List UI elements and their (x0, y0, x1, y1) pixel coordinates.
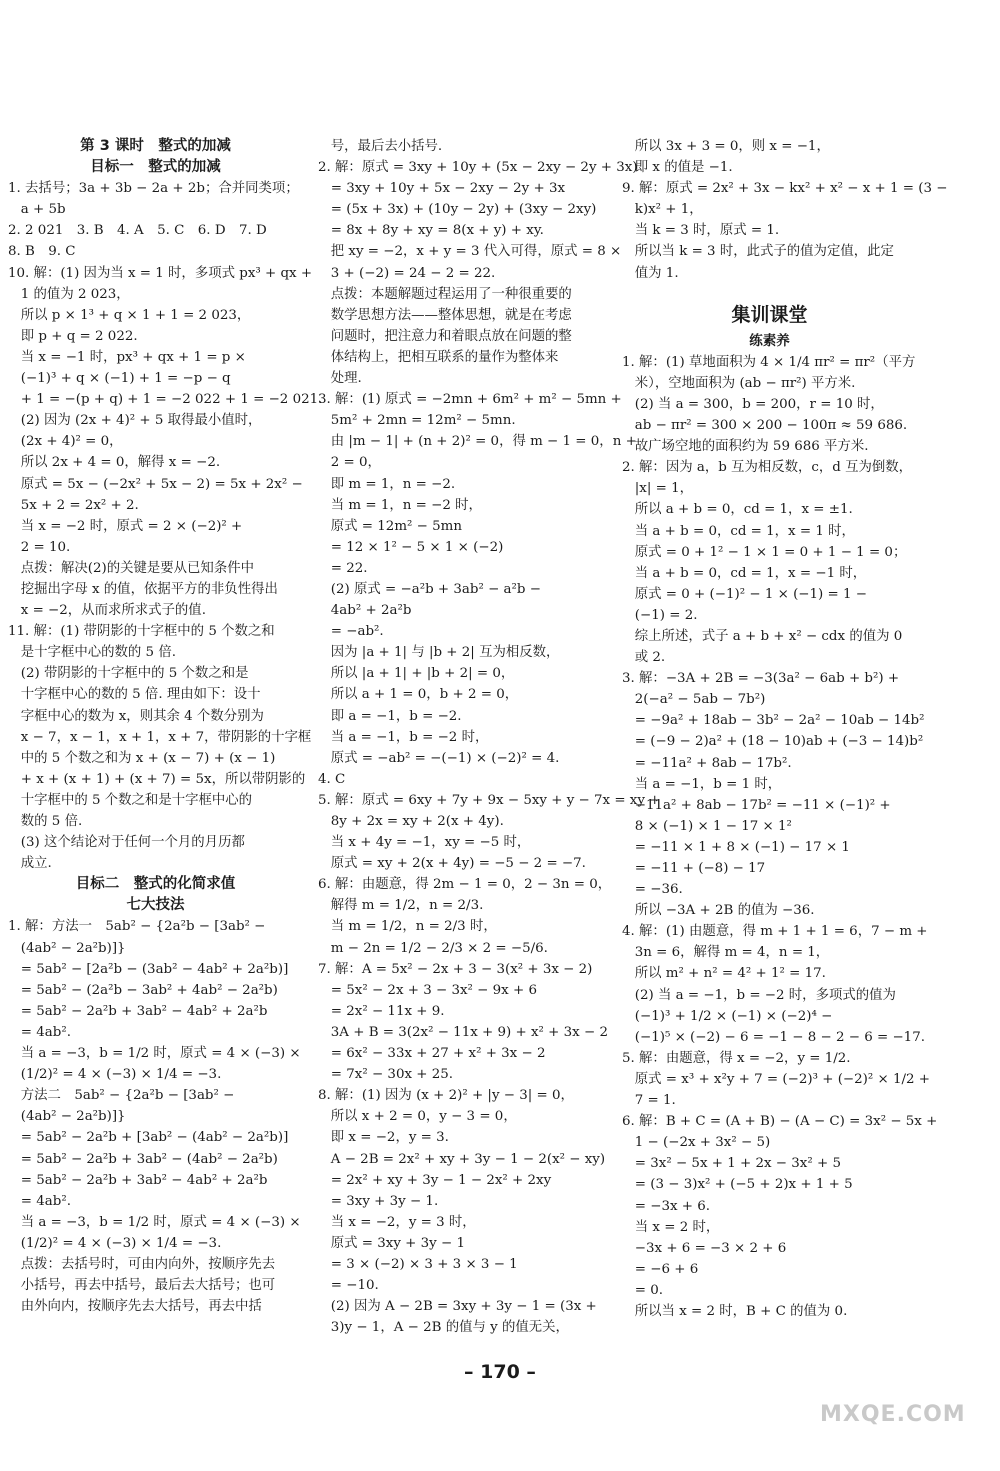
text-line: a + 5b (8, 202, 66, 218)
text-line: = 3xy + 3y − 1. (318, 1193, 439, 1209)
page-number: – 170 – (464, 1361, 536, 1383)
text-line: 原式 = 12m² − 5mn (318, 518, 462, 534)
text-line: (2) 当 a = 300，b = 200，r = 10 时， (622, 396, 884, 412)
text-line: 所以 |a + 1| + |b + 2| = 0， (318, 666, 515, 682)
text-line: 原式 = 5x − (−2x² + 5x − 2) = 5x + 2x² − (8, 476, 303, 492)
text-line: 2 = 0， (318, 455, 381, 471)
text-line: 体结构上，把相互联系的量作为整体来 (318, 349, 559, 365)
text-line: = 3xy + 10y + 5x − 2xy − 2y + 3x (318, 181, 566, 197)
text-line: 值为 1. (622, 265, 679, 281)
text-line: 原式 = 0 + 1² − 1 × 1 = 0 + 1 − 1 = 0； (622, 544, 907, 560)
text-line: 3A + B = 3(2x² − 11x + 9) + x² + 3x − 2 (318, 1024, 608, 1040)
text-line: 当 k = 3 时，原式 = 1. (622, 223, 780, 239)
text-line: 数学思想方法——整体思想，就是在考虑 (318, 307, 572, 323)
text-line: = (5x + 3x) + (10y − 2y) + (3xy − 2xy) (318, 202, 597, 218)
text-line: (−1) = 2. (622, 607, 698, 623)
text-line: 原式 = x³ + x²y + 7 = (−2)³ + (−2)² × 1/2 + (622, 1071, 931, 1087)
text-line: 点拨：去括号时，可由内向外，按顺序先去 (8, 1256, 276, 1272)
text-line: 米），空地面积为 (ab − πr²) 平方米. (622, 375, 856, 391)
text-line: 点拨：解决(2)的关键是要从已知条件中 (8, 560, 254, 576)
text-line: + x + (x + 1) + (x + 7) = 5x，所以带阴影的 (8, 771, 306, 787)
text-line: 3. 解：(1) 原式 = −2mn + 6m² + m² − 5mn + (318, 392, 622, 408)
text-line: −3x + 6 = −3 × 2 + 6 (622, 1240, 787, 1256)
text-line: (−1)³ + q × (−1) + 1 = −p − q (8, 371, 231, 387)
text-line: = 2x² + xy + 3y − 1 − 2x² + 2xy (318, 1172, 552, 1188)
text-line: 由 |m − 1| + (n + 2)² = 0，得 m − 1 = 0，n + (318, 434, 637, 450)
text-line: 1. 解：方法一 5ab² − {2a²b − [3ab² − (8, 919, 266, 935)
text-line: 2. 2 021 3. B 4. A 5. C 6. D 7. D (8, 223, 267, 239)
text-line: = −11 + (−8) − 17 (622, 861, 766, 876)
text-line: = −11a² + 8ab − 17b². (622, 755, 792, 771)
text-line: 6. 解：B + C = (A + B) − (A − C) = 3x² − 5x + (622, 1114, 938, 1130)
text-line: + 1 = −(p + q) + 1 = −2 022 + 1 = −2 021. (8, 392, 323, 408)
text-line: 10. 解：(1) 因为当 x = 1 时，多项式 px³ + qx + (8, 265, 313, 281)
text-line: 或 2. (622, 650, 666, 666)
text-line: 成立. (8, 856, 52, 872)
text-line: 5. 解：原式 = 6xy + 7y + 9x − 5xy + y − 7x = xy + (318, 792, 661, 808)
text-line: (−1)⁵ × (−2) − 6 = −1 − 8 − 2 − 6 = −17. (622, 1029, 925, 1045)
text-line: 当 a + b = 0，cd = 1，x = 1 时， (622, 523, 855, 539)
text-line: = 3 × (−2) × 3 + 3 × 3 − 1 (318, 1256, 518, 1272)
text-line (622, 284, 917, 299)
text-line: 综上所述，式子 a + b + x² − cdx 的值为 0 (622, 628, 903, 644)
text-line: |x| = 1， (622, 481, 693, 497)
text-line: (1/2)² = 4 × (−3) × 1/4 = −3. (8, 1067, 222, 1083)
text-line: 2. 解：因为 a，b 互为相反数，c，d 互为倒数， (622, 460, 913, 476)
text-line: 由外向内，按顺序先去大括号，再去中括 (8, 1299, 262, 1315)
text-line: 1. 去括号；3a + 3b − 2a + 2b；合并同类项； (8, 181, 299, 197)
text-line: 3 + (−2) = 24 − 2 = 22. (318, 265, 496, 281)
text-line: 当 a + b = 0，cd = 1，x = −1 时， (622, 565, 867, 581)
text-line: x − 7，x − 1，x + 1，x + 7，带阴影的十字框 (8, 729, 312, 745)
text-line: (2x + 4)² = 0， (8, 434, 123, 450)
text-line: = (3 − 3)x² + (−5 + 2)x + 1 + 5 (622, 1177, 853, 1193)
text-line: 把 xy = −2，x + y = 3 代入可得，原式 = 8 × (318, 244, 622, 260)
text-line: 处理. (318, 371, 362, 387)
text-line: 3)y − 1，A − 2B 的值与 y 的值无关， (318, 1320, 569, 1336)
text-line: 4. 解：(1) 由题意，得 m + 1 + 1 = 6，7 − m + (622, 924, 928, 940)
text-line: = −3x + 6. (622, 1198, 711, 1214)
text-line: 2. 解：原式 = 3xy + 10y + (5x − 2xy − 2y + 3x) (318, 160, 638, 176)
text-line: (−1)³ + 1/2 × (−1) × (−2)⁴ − (622, 1008, 833, 1024)
text-line: 因为 |a + 1| 与 |b + 2| 互为相反数， (318, 645, 560, 661)
text-line: 5. 解：由题意，得 x = −2，y = 1/2. (622, 1050, 851, 1066)
text-line: m − 2n = 1/2 − 2/3 × 2 = −5/6. (318, 940, 548, 956)
text-line: = 3x² − 5x + 1 + 2x − 3x² + 5 (622, 1156, 841, 1172)
text-line: = 12 × 1² − 5 × 1 × (−2) (318, 539, 504, 555)
text-line: x = −2，从而求所求式子的值. (8, 603, 206, 619)
text-line: 当 a = −1，b = −2 时， (318, 729, 489, 745)
text-line: 所以 a + 1 = 0，b + 2 = 0， (318, 687, 519, 703)
text-line: 当 m = 1/2，n = 2/3 时， (318, 919, 497, 935)
text-line: 问题时，把注意力和着眼点放在问题的整 (318, 328, 572, 344)
section-heading: 练素养 (749, 332, 790, 349)
text-line: 当 a = −3，b = 1/2 时，原式 = 4 × (−3) × (8, 1214, 301, 1230)
text-line: 解得 m = 1/2，n = 2/3. (318, 898, 484, 914)
text-line: 当 m = 1，n = −2 时， (318, 497, 482, 513)
text-line: = −10. (318, 1278, 379, 1294)
text-line: 5m² + 2mn = 12m² − 5mn. (318, 413, 516, 429)
text-line: 即 m = 1，n = −2. (318, 476, 456, 492)
text-line: 3n = 6，解得 m = 4，n = 1， (622, 945, 830, 961)
section-heading: 目标二 整式的化简求值 (75, 876, 236, 893)
text-line: = 22. (318, 560, 368, 576)
text-line: 所以 3x + 3 = 0，则 x = −1， (622, 139, 830, 154)
text-line: = 6x² − 33x + 27 + x² + 3x − 2 (318, 1046, 546, 1062)
text-line: = −36. (622, 882, 683, 898)
text-line: 原式 = 3xy + 3y − 1 (318, 1235, 465, 1251)
text-line: 1 − (−2x + 3x² − 5) (622, 1135, 771, 1151)
column-right (622, 136, 948, 1322)
text-line: 方法二 5ab² − {2a²b − [3ab² − (8, 1088, 235, 1104)
text-line: 8. B 9. C (8, 244, 76, 260)
text-line: 原式 = 0 + (−1)² − 1 × (−1) = 1 − (622, 586, 867, 602)
text-line: 十字框中的 5 个数之和是十字框中心的 (8, 792, 253, 808)
text-line: 所以 2x + 4 = 0，解得 x = −2. (8, 455, 221, 471)
text-line: = 5ab² − (2a²b − 3ab² + 4ab² − 2a²b) (8, 982, 278, 998)
text-line: ab − πr² = 300 × 200 − 100π ≈ 59 686. (622, 418, 908, 434)
text-line: = −ab². (318, 624, 384, 640)
text-line: = −6 + 6 (622, 1261, 699, 1277)
text-line: A − 2B = 2x² + xy + 3y − 1 − 2(x² − xy) (318, 1151, 606, 1167)
text-line: 十字框中心的数的 5 倍. 理由如下：设十 (8, 687, 261, 703)
text-line: 当 x + 4y = −1，xy = −5 时， (318, 835, 531, 851)
text-line: (2) 因为 (2x + 4)² + 5 取得最小值时， (8, 413, 262, 429)
text-line: = −11 × 1 + 8 × (−1) − 17 × 1 (622, 839, 850, 855)
text-line: 9. 解：原式 = 2x² + 3x − kx² + x² − x + 1 = (3 − (622, 181, 948, 197)
text-line: 8 × (−1) × 1 − 17 × 1² (622, 818, 792, 834)
text-line: 即 p + q = 2 022. (8, 328, 138, 344)
text-line: 挖掘出字母 x 的值，依据平方的非负性得出 (8, 581, 278, 597)
text-line: = 4ab². (8, 1193, 71, 1209)
text-line: 所以 p × 1³ + q × 1 + 1 = 2 023， (8, 307, 251, 323)
text-line: 当 x = 2 时， (622, 1219, 720, 1235)
text-line: = 5ab² − 2a²b + 3ab² − 4ab² + 2a²b (8, 1172, 268, 1188)
column-left (8, 136, 323, 1317)
text-line: = 5ab² − [2a²b − (3ab² − 4ab² + 2a²b)] (8, 961, 289, 977)
section-heading: 集训课堂 (731, 303, 808, 326)
text-line: 11. 解：(1) 带阴影的十字框中的 5 个数之和 (8, 624, 275, 640)
section-heading: 第 3 课时 整式的加减 (80, 138, 231, 154)
text-line: (2) 因为 A − 2B = 3xy + 3y − 1 = (3x + (318, 1299, 597, 1315)
text-line: 7 = 1. (622, 1093, 676, 1109)
text-line: 号，最后去小括号. (318, 139, 443, 154)
watermark-logo: MXQE.COM (820, 1402, 966, 1427)
text-line: 即 x 的值是 −1. (622, 160, 733, 176)
text-line: 当 a = −1，b = 1 时， (622, 776, 782, 792)
text-line: 所以 a + b = 0，cd = 1，x = ±1. (622, 502, 853, 518)
text-line: (4ab² − 2a²b)]} (8, 940, 126, 956)
text-line: (1/2)² = 4 × (−3) × 1/4 = −3. (8, 1235, 222, 1251)
text-line: = 2x² − 11x + 9. (318, 1003, 445, 1019)
text-line: (2) 当 a = −1，b = −2 时，多项式的值为 (622, 987, 896, 1003)
text-line: 故广场空地的面积约为 59 686 平方米. (622, 439, 869, 455)
text-line: (3) 这个结论对于任何一个月的月历都 (8, 835, 245, 851)
text-line: 8. 解：(1) 因为 (x + 2)² + |y − 3| = 0， (318, 1088, 574, 1104)
text-line: 原式 = −ab² = −(−1) × (−2)² = 4. (318, 750, 560, 766)
text-line: (4ab² − 2a²b)]} (8, 1109, 126, 1125)
text-line: 数的 5 倍. (8, 814, 83, 829)
text-line: 1. 解：(1) 草地面积为 4 × 1/4 πr² = πr²（平方 (622, 354, 916, 370)
text-line: = 4ab². (8, 1024, 71, 1040)
text-line: 所以 −3A + 2B 的值为 −36. (622, 903, 815, 919)
text-line: 2(−a² − 5ab − 7b²) (622, 692, 766, 708)
text-line: 当 a = −3，b = 1/2 时，原式 = 4 × (−3) × (8, 1046, 301, 1062)
text-line: 4ab² + 2a²b (318, 603, 412, 619)
section-heading: 七大技法 (126, 897, 185, 914)
text-line: 6. 解：由题意，得 2m − 1 = 0，2 − 3n = 0， (318, 877, 612, 893)
text-line: 原式 = xy + 2(x + 4y) = −5 − 2 = −7. (318, 856, 586, 872)
text-line: 3. 解：−3A + 2B = −3(3a² − 6ab + b²) + (622, 671, 900, 687)
text-line: 中的 5 个数之和为 x + (x − 7) + (x − 1) (8, 750, 276, 766)
text-line: 1 的值为 2 023， (8, 286, 130, 302)
text-line: 小括号，再去中括号，最后去大括号；也可 (8, 1278, 276, 1294)
text-line: 当 x = −1 时，px³ + qx + 1 = p × (8, 349, 246, 365)
text-line: 即 a = −1，b = −2. (318, 708, 462, 724)
text-line: = 8x + 8y + xy = 8(x + y) + xy. (318, 223, 544, 239)
text-line: 8y + 2x = xy + 2(x + 4y). (318, 814, 504, 829)
text-line: 所以当 x = 2 时，B + C 的值为 0. (622, 1303, 848, 1319)
text-line: 是十字框中心的数的 5 倍. (8, 645, 176, 661)
text-line: 4. C (318, 771, 346, 787)
text-line: = 5ab² − 2a²b + [3ab² − (4ab² − 2a²b)] (8, 1130, 289, 1146)
text-line: = 5ab² − 2a²b + 3ab² − (4ab² − 2a²b) (8, 1151, 278, 1167)
text-line: 所以 x + 2 = 0，y − 3 = 0， (318, 1109, 517, 1125)
section-heading: 目标一 整式的加减 (90, 159, 221, 176)
text-line: (2) 带阴影的十字框中的 5 个数之和是 (8, 666, 249, 682)
text-line: = 0. (622, 1282, 664, 1298)
text-line: −11a² + 8ab − 17b² = −11 × (−1)² + (622, 797, 891, 813)
text-line: 当 x = −2，y = 3 时， (318, 1214, 476, 1230)
text-line: 所以 m² + n² = 4² + 1² = 17. (622, 966, 826, 982)
text-line: = 7x² − 30x + 25. (318, 1067, 454, 1083)
text-line: = −9a² + 18ab − 3b² − 2a² − 10ab − 14b² (622, 713, 925, 729)
text-line: 2 = 10. (8, 539, 71, 555)
text-line: 所以当 k = 3 时，此式子的值为定值，此定 (622, 244, 894, 260)
text-line: 当 x = −2 时，原式 = 2 × (−2)² + (8, 518, 243, 534)
text-line: k)x² + 1， (622, 202, 703, 218)
text-line: 点拨：本题解题过程运用了一种很重要的 (318, 286, 572, 302)
text-line: (2) 原式 = −a²b + 3ab² − a²b − (318, 581, 541, 597)
text-line: 5x + 2 = 2x² + 2. (8, 497, 139, 513)
text-line: = 5ab² − 2a²b + 3ab² − 4ab² + 2a²b (8, 1003, 268, 1019)
text-line: = 5x² − 2x + 3 − 3x² − 9x + 6 (318, 982, 537, 998)
text-line: 即 x = −2，y = 3. (318, 1130, 449, 1146)
text-line: 字框中心的数为 x，则其余 4 个数分别为 (8, 708, 264, 724)
text-line: = (−9 − 2)a² + (18 − 10)ab + (−3 − 14)b² (622, 734, 924, 750)
text-line: 7. 解：A = 5x² − 2x + 3 − 3(x² + 3x − 2) (318, 961, 593, 977)
